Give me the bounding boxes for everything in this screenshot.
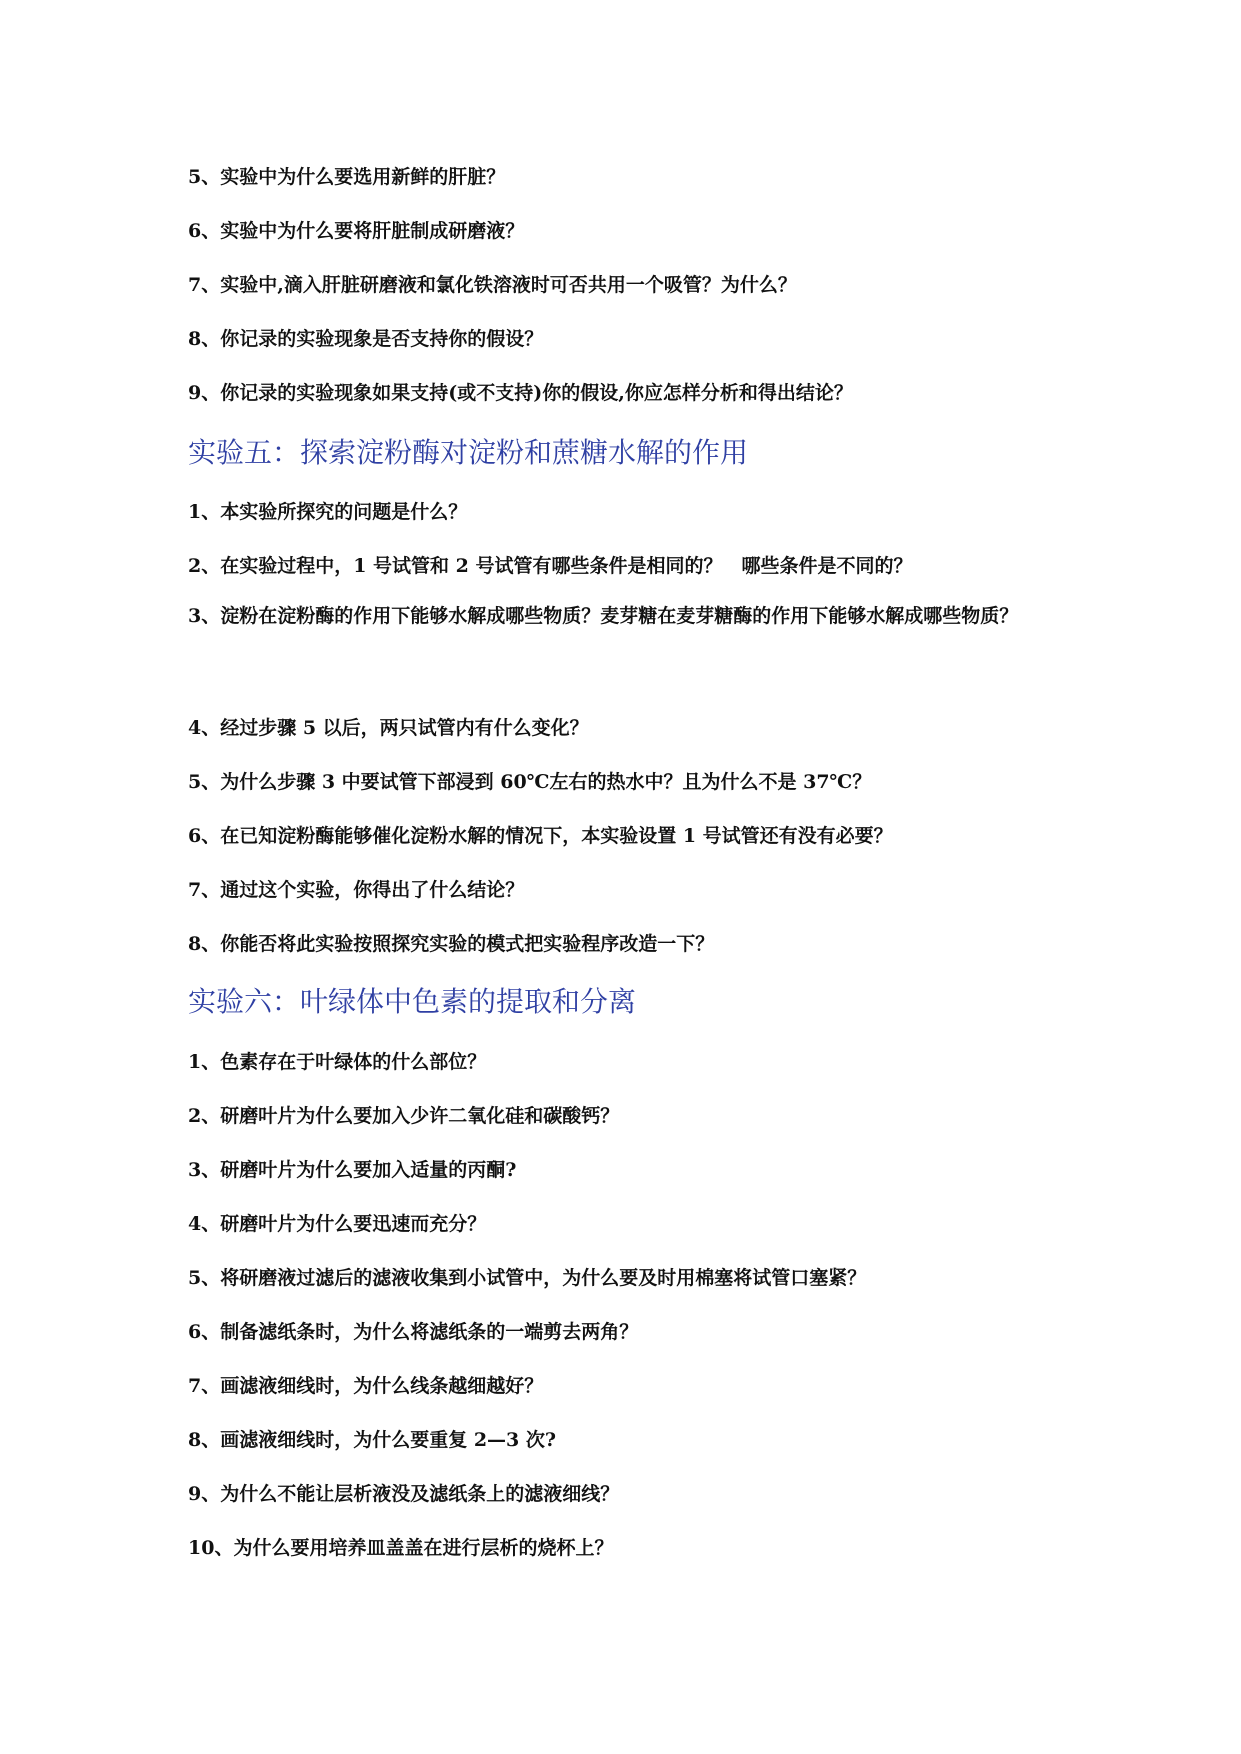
question-item: 7、实验中,滴入肝脏研磨液和氯化铁溶液时可否共用一个吸管？为什么？ (188, 274, 797, 296)
question-item: 3、研磨叶片为什么要加入适量的丙酮? (188, 1159, 517, 1181)
question-item: 6、制备滤纸条时，为什么将滤纸条的一端剪去两角？ (188, 1321, 639, 1343)
question-item: 1、色素存在于叶绿体的什么部位？ (188, 1051, 487, 1073)
question-item: 8、画滤液细线时，为什么要重复 2—3 次? (188, 1429, 557, 1451)
question-item: 5、将研磨液过滤后的滤液收集到小试管中，为什么要及时用棉塞将试管口塞紧？ (188, 1267, 867, 1289)
question-item: 1、本实验所探究的问题是什么？ (188, 501, 468, 523)
question-item: 8、你能否将此实验按照探究实验的模式把实验程序改造一下？ (188, 933, 715, 955)
question-item: 9、为什么不能让层析液没及滤纸条上的滤液细线？ (188, 1483, 620, 1505)
section-heading-experiment-6: 实验六：叶绿体中色素的提取和分离 (188, 985, 637, 1018)
section-heading-experiment-5: 实验五：探索淀粉酶对淀粉和蔗糖水解的作用 (188, 436, 749, 469)
question-item: 2、研磨叶片为什么要加入少许二氧化硅和碳酸钙？ (188, 1105, 620, 1127)
question-item: 2、在实验过程中，1 号试管和 2 号试管有哪些条件是相同的？ 哪些条件是不同的？ (188, 555, 913, 577)
question-item: 4、经过步骤 5 以后，两只试管内有什么变化？ (188, 717, 589, 739)
question-item: 9、你记录的实验现象如果支持(或不支持)你的假设,你应怎样分析和得出结论？ (188, 382, 853, 404)
question-item: 4、研磨叶片为什么要迅速而充分？ (188, 1213, 487, 1235)
question-item: 3、淀粉在淀粉酶的作用下能够水解成哪些物质？麦芽糖在麦芽糖酶的作用下能够水解成哪些物质？ (188, 605, 1019, 627)
question-item: 6、在已知淀粉酶能够催化淀粉水解的情况下，本实验设置 1 号试管还有没有必要？ (188, 825, 893, 847)
question-item: 10、为什么要用培养皿盖盖在进行层析的烧杯上？ (188, 1537, 614, 1559)
question-item: 7、通过这个实验，你得出了什么结论？ (188, 879, 525, 901)
question-item: 6、实验中为什么要将肝脏制成研磨液？ (188, 220, 525, 242)
question-item: 5、实验中为什么要选用新鲜的肝脏？ (188, 166, 506, 188)
question-item: 8、你记录的实验现象是否支持你的假设？ (188, 328, 544, 350)
question-item: 7、画滤液细线时，为什么线条越细越好？ (188, 1375, 544, 1397)
question-item: 5、为什么步骤 3 中要试管下部浸到 60℃左右的热水中？且为什么不是 37℃？ (188, 771, 872, 793)
